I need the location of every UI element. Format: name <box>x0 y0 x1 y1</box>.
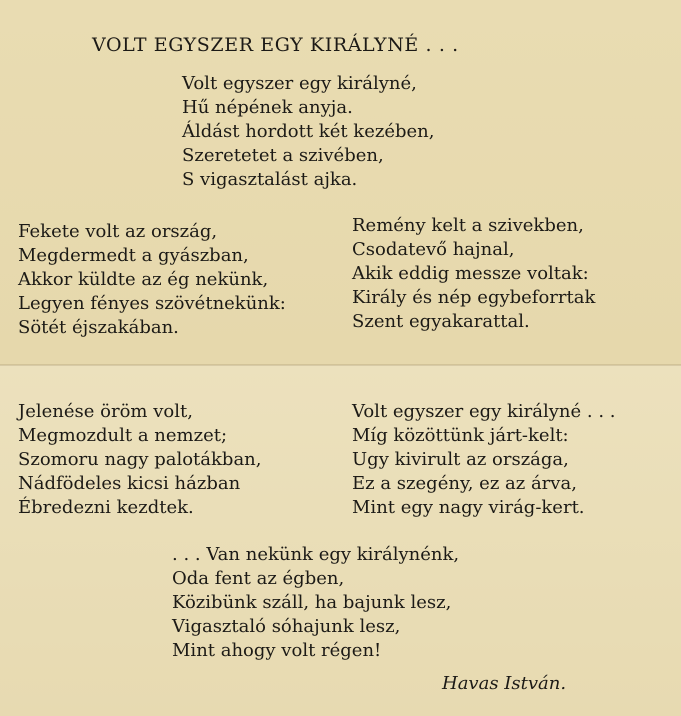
verse-line: Oda fent az égben, <box>172 568 345 589</box>
verse-line: Mint ahogy volt régen! <box>172 640 382 661</box>
verse-line: Ébredezni kezdtek. <box>18 497 194 518</box>
verse-line: Legyen fényes szövétnekünk: <box>18 293 286 314</box>
verse-line: Volt egyszer egy királyné . . . <box>352 401 616 422</box>
verse-line: Megdermedt a gyászban, <box>18 245 249 266</box>
verse-line: Volt egyszer egy királyné, <box>182 73 417 94</box>
verse-line: Áldást hordott két kezében, <box>182 121 435 142</box>
verse-line: Akkor küldte az ég nekünk, <box>18 269 269 290</box>
stanza-left-1 <box>18 220 286 340</box>
verse-line: Míg közöttünk járt-kelt: <box>352 425 569 446</box>
stanza-final <box>172 543 459 663</box>
poem-title: VOLT EGYSZER EGY KIRÁLYNÉ . . . <box>92 34 459 56</box>
verse-line: Közibünk száll, ha bajunk lesz, <box>172 592 452 613</box>
verse-line: Nádfödeles kicsi házban <box>18 473 241 494</box>
stanza-intro <box>182 72 434 192</box>
verse-line: Csodatevő hajnal, <box>352 239 515 260</box>
verse-line: Jelenése öröm volt, <box>18 401 193 422</box>
stanza-right-1 <box>352 214 595 334</box>
verse-line: Megmozdult a nemzet; <box>18 425 228 446</box>
author-signature: Havas István. <box>442 673 567 694</box>
verse-line: Vigasztaló sóhajunk lesz, <box>172 616 401 637</box>
verse-line: S vigasztalást ajka. <box>182 169 358 190</box>
verse-line: Remény kelt a szivekben, <box>352 215 584 236</box>
verse-line: Hű népének anyja. <box>182 97 353 118</box>
verse-line: Király és nép egybeforrtak <box>352 287 596 308</box>
verse-line: Ez a szegény, ez az árva, <box>352 473 577 494</box>
verse-line: Szeretetet a szivében, <box>182 145 384 166</box>
stanza-right-2 <box>352 400 616 520</box>
verse-line: Fekete volt az ország, <box>18 221 218 242</box>
verse-line: Akik eddig messze voltak: <box>352 263 589 284</box>
verse-line: Ugy kivirult az országa, <box>352 449 569 470</box>
verse-line: . . . Van nekünk egy királynénk, <box>172 544 460 565</box>
stanza-left-2 <box>18 400 262 520</box>
verse-line: Szent egyakarattal. <box>352 311 530 332</box>
verse-line: Sötét éjszakában. <box>18 317 179 338</box>
verse-line: Mint egy nagy virág-kert. <box>352 497 585 518</box>
verse-line: Szomoru nagy palotákban, <box>18 449 262 470</box>
page-fold-divider <box>0 364 681 366</box>
